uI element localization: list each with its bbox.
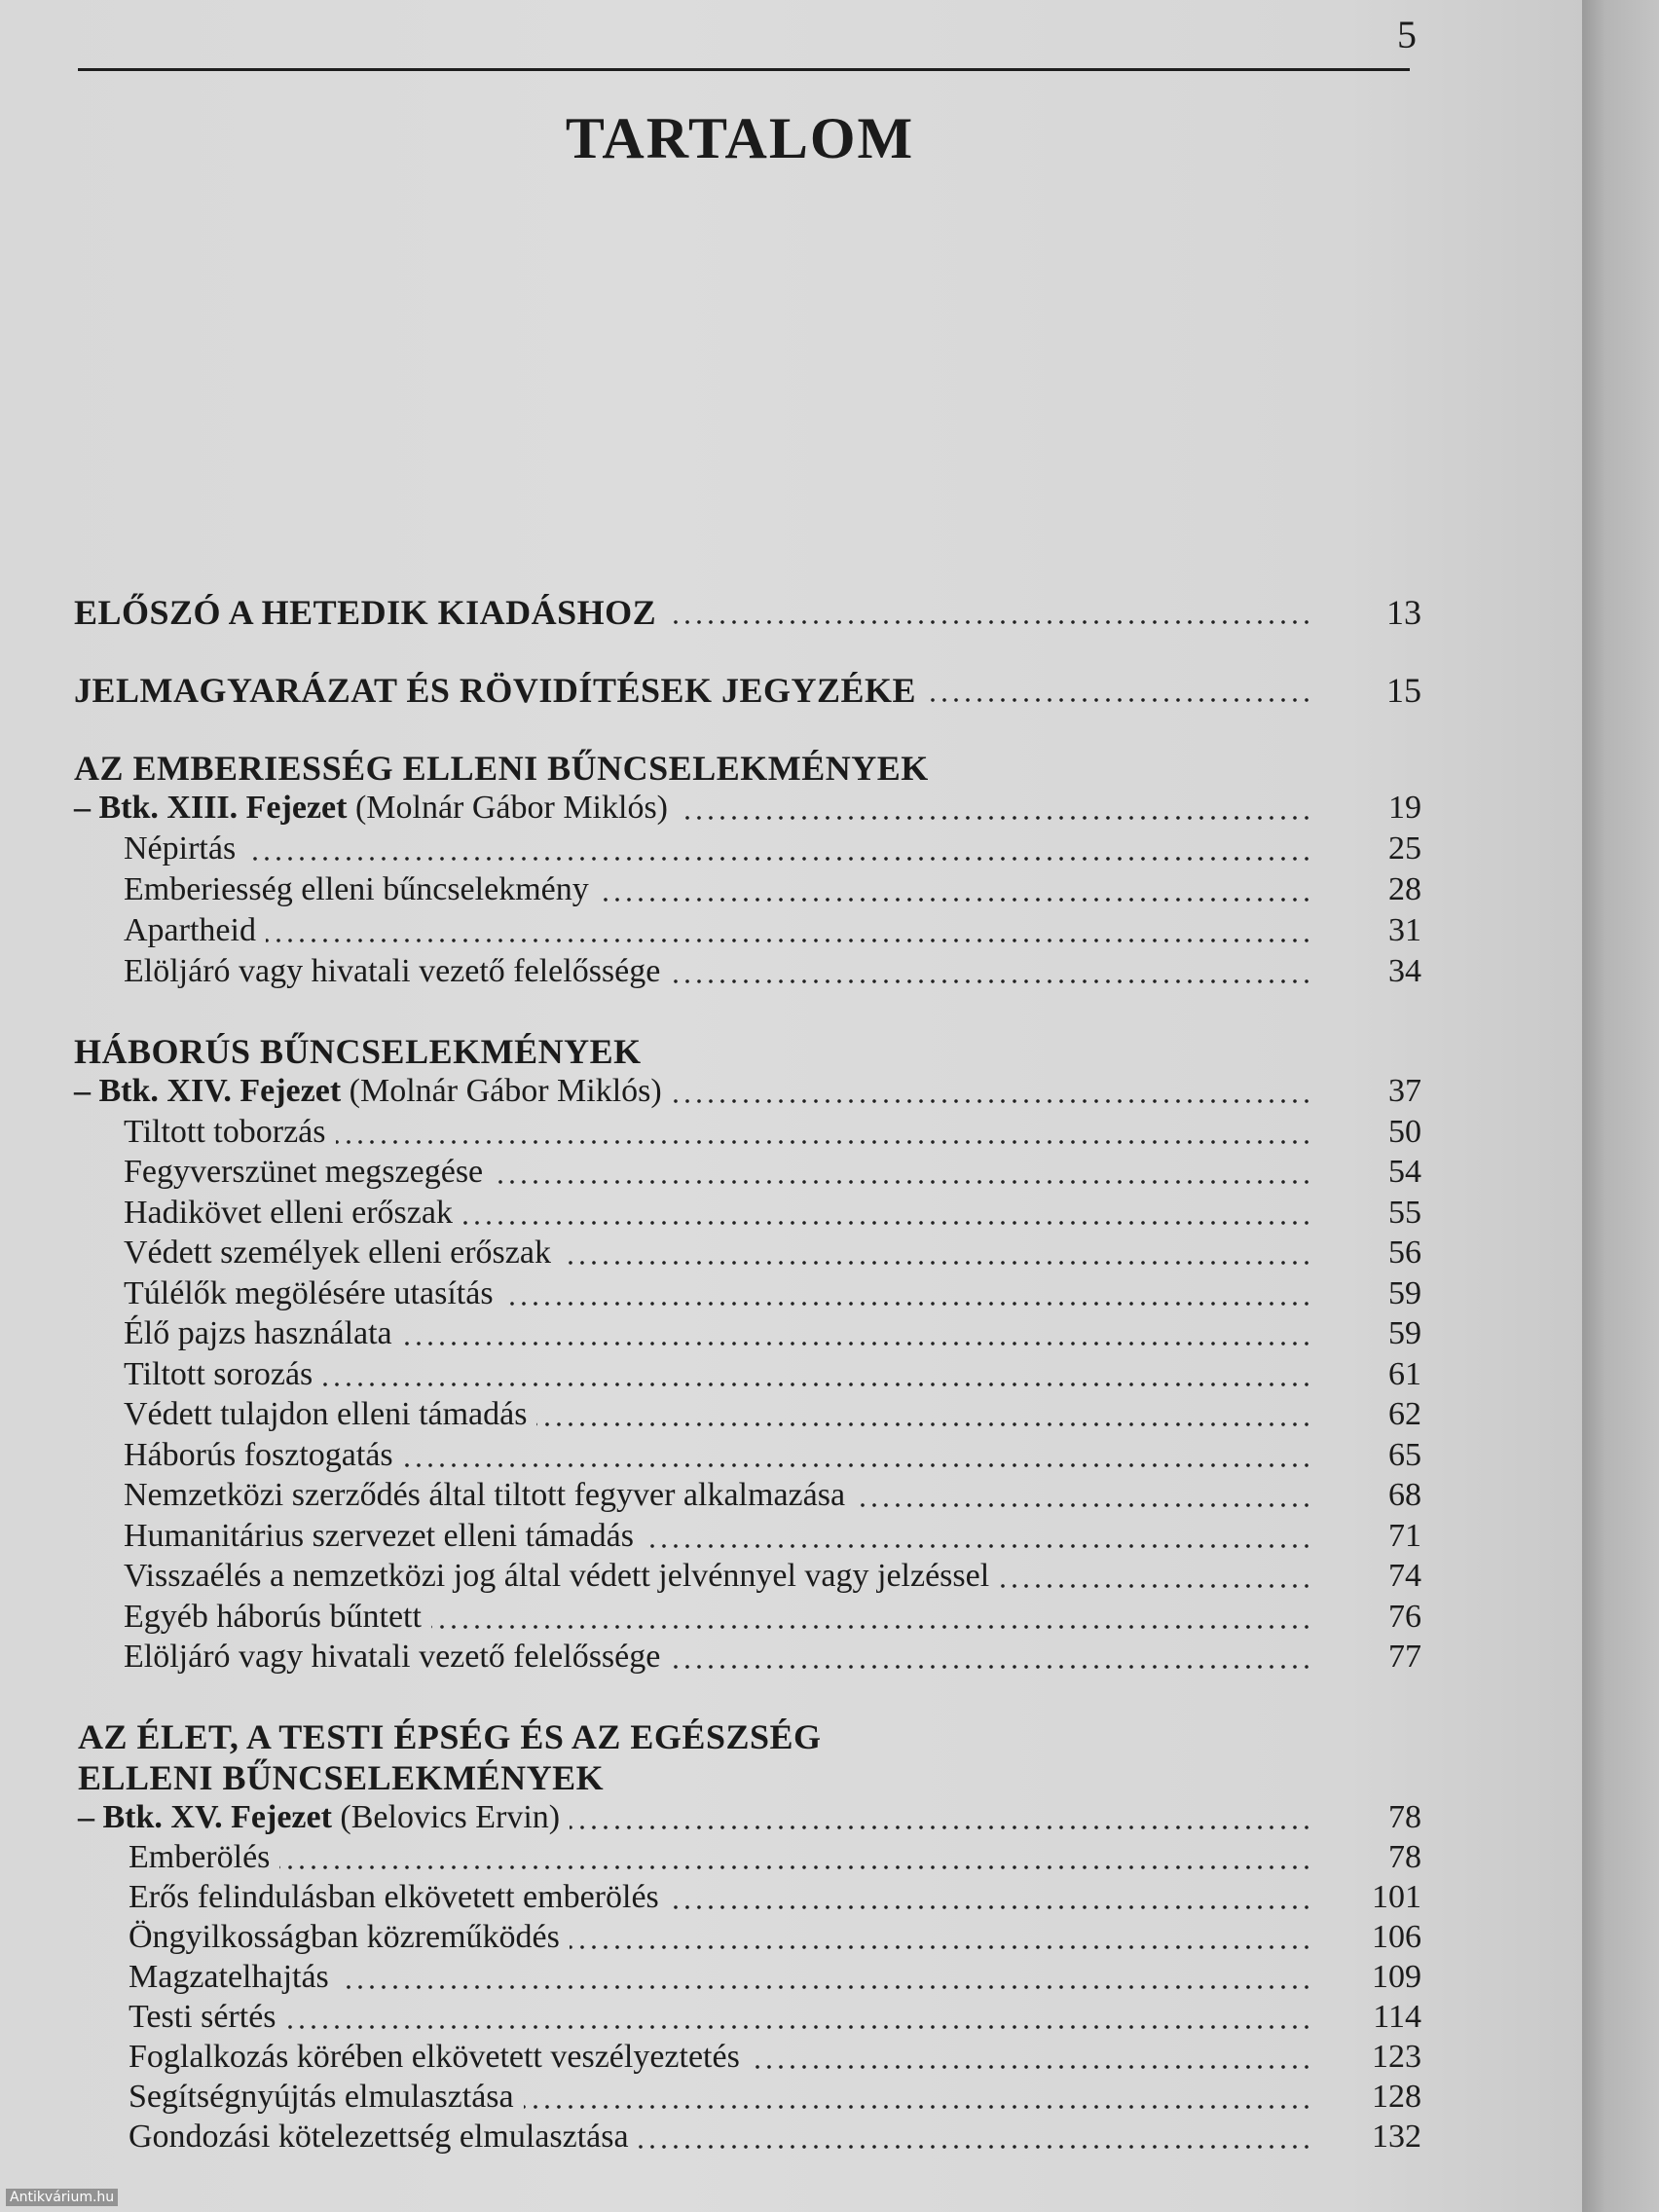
- dot-leader: [855, 1503, 1312, 1507]
- book-gutter: [1582, 0, 1659, 2212]
- chapter-number: – Btk. XIV. Fejezet: [74, 1073, 342, 1109]
- chapter-author: (Belovics Ervin): [331, 1799, 561, 1835]
- toc-entry-abbreviations: [0, 670, 1421, 711]
- dot-leader: [678, 816, 1312, 820]
- toc-item: [0, 1997, 1421, 2038]
- toc-item-page: 56: [1388, 1235, 1421, 1271]
- toc-entry-page: 13: [1386, 593, 1421, 632]
- dot-leader: [322, 1382, 1312, 1386]
- dot-leader: [402, 1342, 1312, 1346]
- dot-leader: [599, 898, 1312, 902]
- chapter-author: (Molnár Gábor Miklós): [347, 790, 668, 826]
- chapter-number: – Btk. XV. Fejezet: [78, 1799, 332, 1835]
- toc-item-page: 78: [1388, 1839, 1421, 1875]
- toc-item-label: Emberiesség elleni bűncselekmény: [124, 871, 589, 907]
- toc-item-label: Öngyilkosságban közreműködés: [129, 1919, 560, 1955]
- toc-entry-preface: [0, 592, 1421, 633]
- toc-item-page: 74: [1388, 1558, 1421, 1594]
- toc-item-page: 28: [1388, 871, 1421, 907]
- dot-leader: [639, 2145, 1312, 2149]
- toc-item: [0, 1354, 1421, 1395]
- toc-item-label: Elöljáró vagy hivatali vezető felelőssége: [124, 1639, 661, 1675]
- page-title: TARTALOM: [565, 106, 915, 170]
- toc-item-page: 114: [1373, 1999, 1421, 2035]
- toc-item-page: 61: [1388, 1356, 1421, 1392]
- toc-item-label: Erős felindulásban elkövetett emberölés: [129, 1879, 659, 1915]
- toc-item-page: 25: [1388, 830, 1421, 866]
- toc-item-page: 77: [1388, 1639, 1421, 1675]
- toc-item-label: Apartheid: [124, 912, 256, 948]
- toc-item-label: Magzatelhajtás: [129, 1959, 329, 1995]
- dot-leader: [245, 857, 1312, 861]
- dot-leader: [670, 979, 1312, 983]
- header-rule: [78, 68, 1410, 71]
- toc-item-label: Népirtás: [124, 830, 237, 866]
- toc-item-label: Humanitárius szervezet elleni támadás: [124, 1518, 634, 1554]
- toc-item: [0, 829, 1421, 869]
- chapter-author: (Molnár Gábor Miklós): [341, 1073, 662, 1109]
- toc-item: [0, 1917, 1421, 1958]
- toc-item-label: Háborús fosztogatás: [124, 1437, 393, 1473]
- toc-item-label: Elöljáró vagy hivatali vezető felelőssége: [124, 953, 661, 989]
- toc-item: [0, 869, 1421, 910]
- dot-leader: [672, 1099, 1312, 1103]
- toc-item-page: 132: [1372, 2119, 1421, 2155]
- toc-item: [0, 1516, 1421, 1557]
- toc-entry-page: 15: [1386, 671, 1421, 710]
- chapter-label: [78, 1797, 560, 1838]
- toc-item-page: 71: [1388, 1518, 1421, 1554]
- dot-leader: [666, 620, 1312, 624]
- toc-item-label: Tiltott sorozás: [124, 1356, 313, 1392]
- dot-leader: [462, 1221, 1312, 1225]
- toc-item-label: Testi sértés: [129, 1999, 276, 2035]
- dot-leader: [339, 1985, 1312, 1989]
- chapter-entry: [0, 788, 1421, 829]
- section-heading: AZ ÉLET, A TESTI ÉPSÉG ÉS AZ EGÉSZSÉG: [78, 1717, 822, 1756]
- toc-item-label: Élő pajzs használata: [124, 1315, 392, 1351]
- dot-leader: [503, 1302, 1312, 1306]
- dot-leader: [644, 1544, 1312, 1548]
- toc-item-page: 55: [1388, 1195, 1421, 1231]
- dot-leader: [570, 1945, 1312, 1949]
- toc-item-page: 59: [1388, 1315, 1421, 1351]
- toc-item: [0, 1273, 1421, 1314]
- toc-item-label: Fegyverszünet megszegése: [124, 1154, 484, 1190]
- toc-item-page: 59: [1388, 1275, 1421, 1311]
- chapter-entry: [0, 1797, 1421, 1838]
- toc-item: [0, 1313, 1421, 1354]
- toc-item-label: Visszaélés a nemzetközi jog által védett jelvénnyel vagy jelzéssel: [124, 1558, 990, 1594]
- toc-item: [0, 1637, 1421, 1677]
- dot-leader: [570, 1825, 1312, 1829]
- toc-item: [0, 1233, 1421, 1273]
- toc-item: [0, 951, 1421, 992]
- dot-leader: [750, 2065, 1312, 2069]
- chapter-label: [74, 788, 668, 829]
- dot-leader: [669, 1905, 1312, 1909]
- toc-item-label: Egyéb háborús bűntett: [124, 1599, 422, 1635]
- toc-entry-label: JELMAGYARÁZAT ÉS RÖVIDÍTÉSEK JEGYZÉKE: [74, 671, 917, 710]
- toc-item: [0, 1394, 1421, 1435]
- toc-item: [0, 2037, 1421, 2078]
- toc-item: [0, 2077, 1421, 2118]
- dot-leader: [670, 1665, 1312, 1669]
- toc-item-page: 106: [1372, 1919, 1421, 1955]
- toc-item-page: 101: [1372, 1879, 1421, 1915]
- dot-leader: [493, 1180, 1312, 1184]
- dot-leader: [926, 698, 1312, 702]
- toc-item-label: Foglalkozás körében elkövetett veszélyeztetés: [129, 2039, 740, 2075]
- toc-item-label: Segítségnyújtás elmulasztása: [129, 2079, 514, 2115]
- toc-entry-label: ELŐSZÓ A HETEDIK KIADÁSHOZ: [74, 593, 657, 632]
- chapter-number: – Btk. XIII. Fejezet: [74, 790, 348, 826]
- toc-item: [0, 2117, 1421, 2157]
- dot-leader: [431, 1625, 1312, 1629]
- toc-item: [0, 1112, 1421, 1153]
- chapter-page: 19: [1388, 790, 1421, 826]
- section-heading-line2: ELLENI BŰNCSELEKMÉNYEK: [78, 1758, 605, 1797]
- toc-item-label: Nemzetközi szerződés által tiltott fegyver alkalmazása: [124, 1477, 846, 1513]
- chapter-label: [74, 1071, 662, 1112]
- dot-leader: [403, 1463, 1312, 1467]
- toc-item-page: 54: [1388, 1154, 1421, 1190]
- toc-item-page: 128: [1372, 2079, 1421, 2115]
- dot-leader: [561, 1261, 1312, 1265]
- toc-item-page: 123: [1372, 2039, 1421, 2075]
- toc-item: [0, 1597, 1421, 1638]
- section-heading: HÁBORÚS BŰNCSELEKMÉNYEK: [74, 1032, 642, 1071]
- chapter-page: 78: [1388, 1799, 1421, 1835]
- toc-item: [0, 1475, 1421, 1516]
- toc-item-page: 65: [1388, 1437, 1421, 1473]
- toc-item: [0, 1193, 1421, 1234]
- toc-item: [0, 1877, 1421, 1918]
- toc-item-label: Emberölés: [129, 1839, 271, 1875]
- toc-item-page: 68: [1388, 1477, 1421, 1513]
- chapter-entry: [0, 1071, 1421, 1112]
- toc-item-page: 34: [1388, 953, 1421, 989]
- toc-item-page: 31: [1388, 912, 1421, 948]
- section-heading: AZ EMBERIESSÉG ELLENI BŰNCSELEKMÉNYEK: [74, 749, 929, 788]
- toc-item-label: Tiltott toborzás: [124, 1114, 326, 1150]
- toc-item: [0, 1435, 1421, 1476]
- toc-item: [0, 1957, 1421, 1998]
- toc-item: [0, 1556, 1421, 1597]
- toc-item-label: Védett tulajdon elleni támadás: [124, 1396, 528, 1432]
- dot-leader: [536, 1422, 1312, 1426]
- page-number: 5: [1397, 13, 1417, 56]
- toc-item: [0, 910, 1421, 951]
- toc-item-label: Védett személyek elleni erőszak: [124, 1235, 551, 1271]
- watermark: Antikvárium.hu: [6, 2189, 118, 2206]
- dot-leader: [336, 1140, 1312, 1144]
- dot-leader: [999, 1584, 1312, 1588]
- toc-item: [0, 1837, 1421, 1878]
- dot-leader: [524, 2105, 1312, 2109]
- toc-item-label: Hadikövet elleni erőszak: [124, 1195, 453, 1231]
- toc-item-label: Túlélők megölésére utasítás: [124, 1275, 494, 1311]
- toc-item-label: Gondozási kötelezettség elmulasztása: [129, 2119, 629, 2155]
- chapter-page: 37: [1388, 1073, 1421, 1109]
- dot-leader: [286, 2025, 1312, 2029]
- toc-item: [0, 1152, 1421, 1193]
- toc-item-page: 76: [1388, 1599, 1421, 1635]
- toc-item-page: 109: [1372, 1959, 1421, 1995]
- toc-item-page: 50: [1388, 1114, 1421, 1150]
- dot-leader: [266, 939, 1312, 942]
- toc-item-page: 62: [1388, 1396, 1421, 1432]
- dot-leader: [279, 1865, 1312, 1869]
